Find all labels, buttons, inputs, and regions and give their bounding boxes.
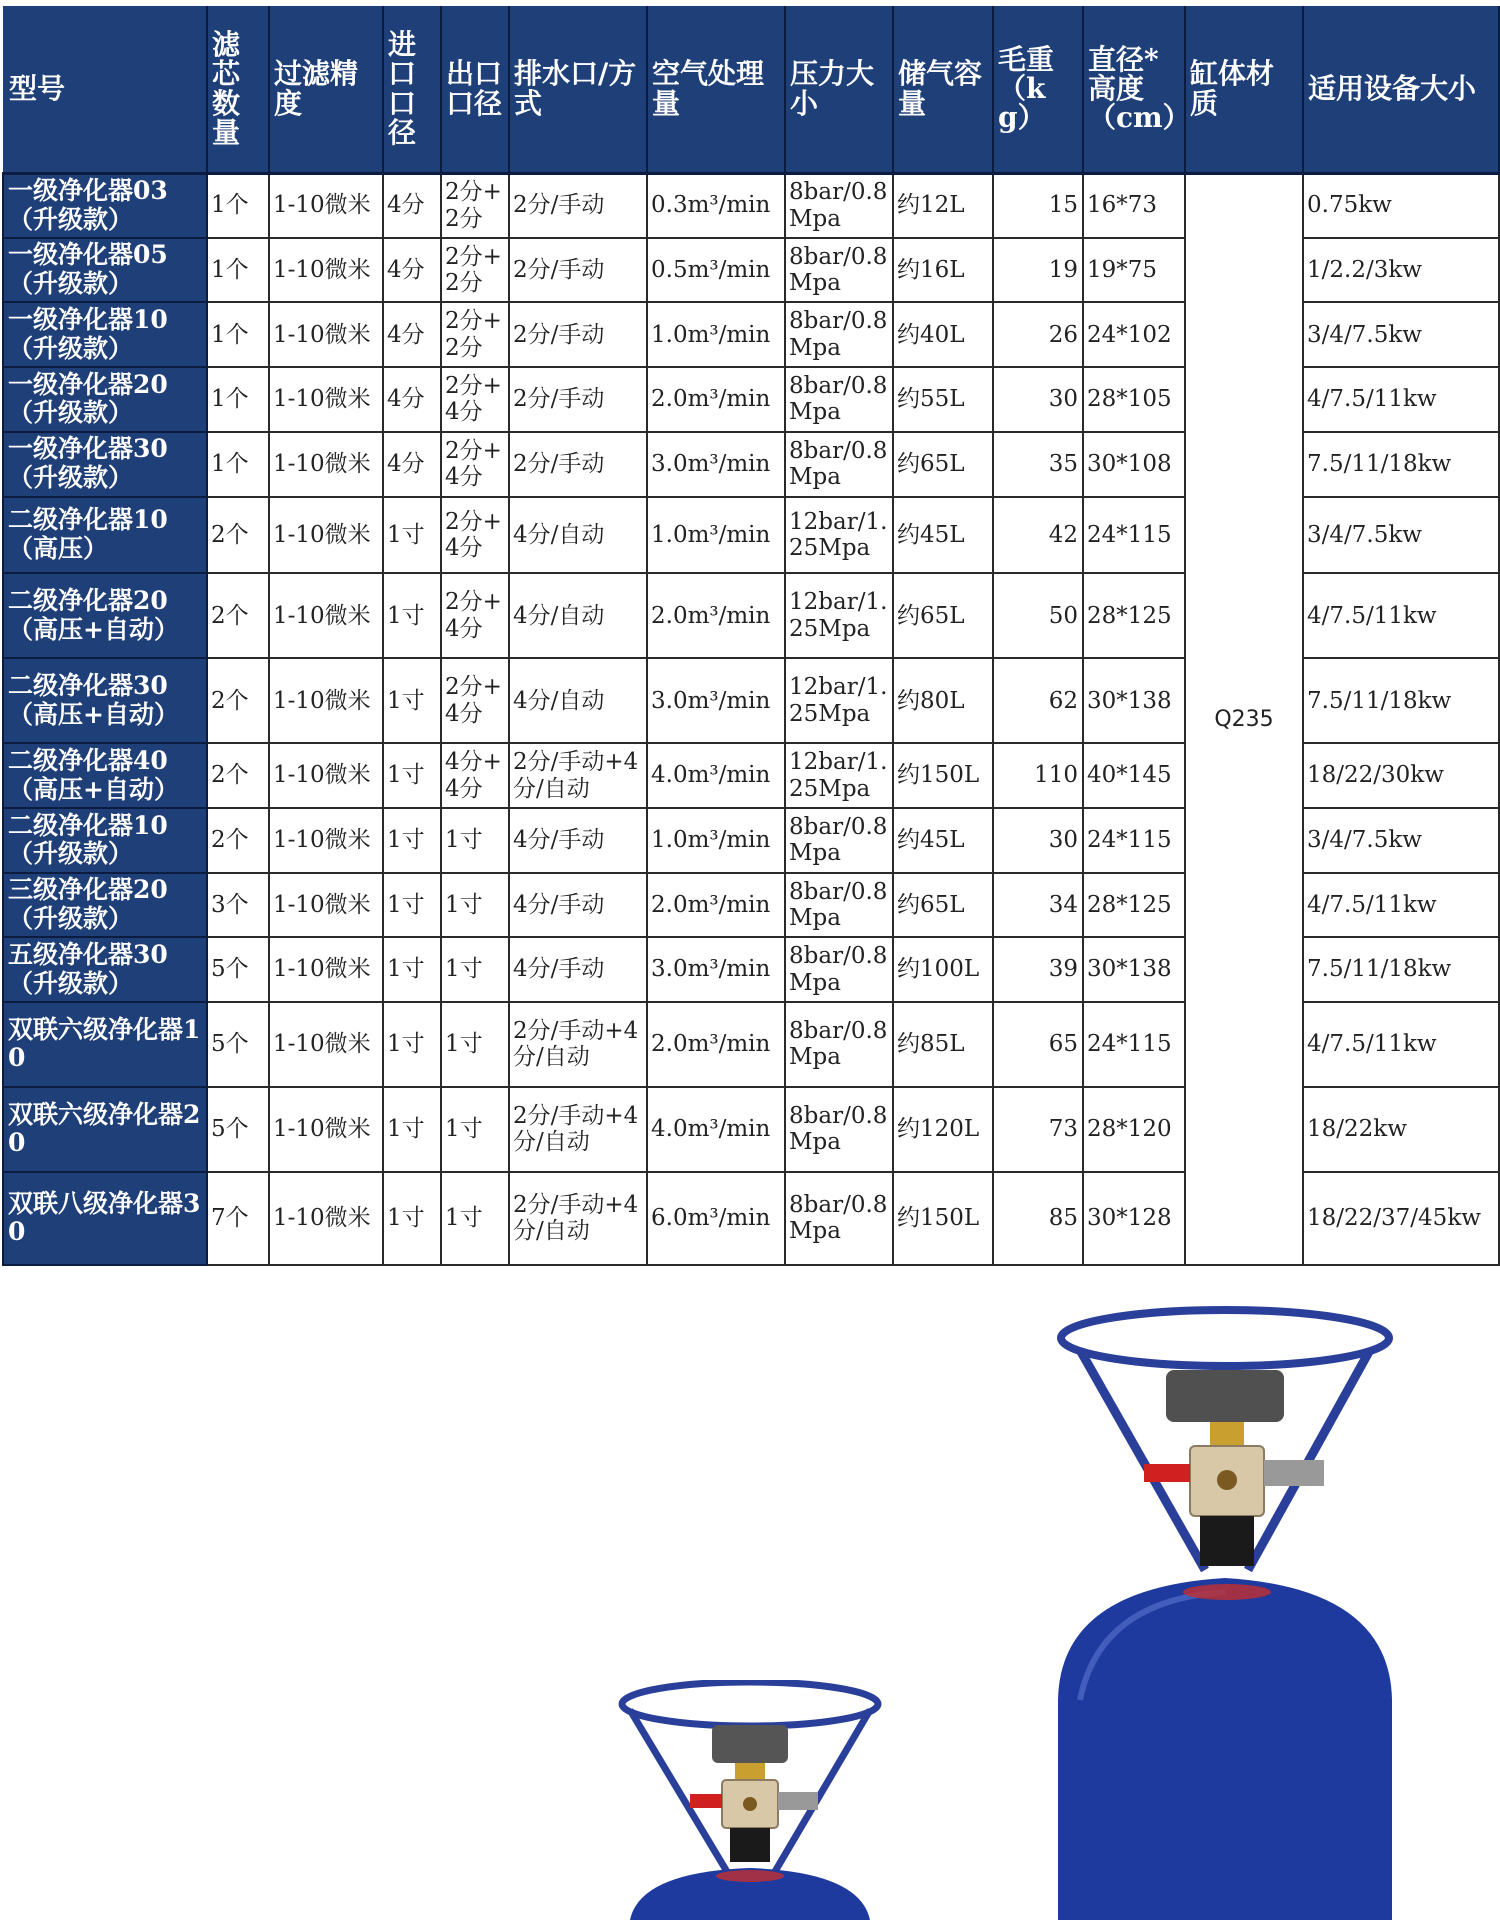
cell-pressure: 8bar/0.8Mpa: [785, 937, 893, 1002]
header-inlet: 进口口径: [383, 6, 441, 173]
valve-port: [1217, 1470, 1237, 1490]
cell-capacity: 约45L: [893, 497, 993, 574]
cell-model: 双联六级净化器20: [3, 1087, 207, 1172]
cell-size: 28*105: [1083, 367, 1185, 432]
cell-filters: 5个: [207, 1002, 269, 1087]
cell-equipment: 18/22/30kw: [1303, 743, 1499, 808]
cell-size: 24*115: [1083, 497, 1185, 574]
cell-equipment: 7.5/11/18kw: [1303, 937, 1499, 1002]
cell-flow: 6.0m³/min: [647, 1172, 785, 1265]
cell-precision: 1-10微米: [269, 743, 383, 808]
cell-capacity: 约65L: [893, 873, 993, 938]
cell-drain: 2分/手动+4分/自动: [509, 743, 647, 808]
cell-flow: 4.0m³/min: [647, 743, 785, 808]
cell-flow: 0.5m³/min: [647, 238, 785, 303]
cell-equipment: 3/4/7.5kw: [1303, 302, 1499, 367]
cell-pressure: 8bar/0.8Mpa: [785, 1172, 893, 1265]
cell-pressure: 12bar/1.25Mpa: [785, 743, 893, 808]
cell-pressure: 8bar/0.8Mpa: [785, 432, 893, 497]
cell-outlet: 2分+4分: [441, 432, 509, 497]
cell-size: 40*145: [1083, 743, 1185, 808]
cell-outlet: 2分+2分: [441, 238, 509, 303]
cell-outlet: 2分+2分: [441, 173, 509, 238]
header-precision: 过滤精度: [269, 6, 383, 173]
cell-inlet: 4分: [383, 238, 441, 303]
cell-weight: 65: [993, 1002, 1083, 1087]
cell-model: 二级净化器10（升级款）: [3, 808, 207, 873]
cell-capacity: 约100L: [893, 937, 993, 1002]
header-row: [3, 6, 1499, 173]
handle-ring: [622, 1682, 878, 1726]
cell-drain: 2分/手动: [509, 302, 647, 367]
cell-size: 30*108: [1083, 432, 1185, 497]
cell-equipment: 4/7.5/11kw: [1303, 573, 1499, 658]
cell-precision: 1-10微米: [269, 573, 383, 658]
cell-size: 30*138: [1083, 937, 1185, 1002]
cell-capacity: 约85L: [893, 1002, 993, 1087]
cell-drain: 2分/手动: [509, 367, 647, 432]
cell-size: 24*102: [1083, 302, 1185, 367]
cell-model: 双联八级净化器30: [3, 1172, 207, 1265]
cell-model: 一级净化器20（升级款）: [3, 367, 207, 432]
table-body: [3, 173, 1499, 1265]
cell-filters: 2个: [207, 573, 269, 658]
cell-outlet: 1寸: [441, 937, 509, 1002]
cell-drain: 4分/手动: [509, 937, 647, 1002]
cell-precision: 1-10微米: [269, 937, 383, 1002]
cell-outlet: 1寸: [441, 808, 509, 873]
header-equipment: 适用设备大小: [1303, 6, 1499, 173]
cell-model: 一级净化器03（升级款）: [3, 173, 207, 238]
cell-pressure: 8bar/0.8Mpa: [785, 808, 893, 873]
header-outlet: 出口口径: [441, 6, 509, 173]
cell-filters: 7个: [207, 1172, 269, 1265]
header-model: 型号: [3, 6, 207, 173]
cell-size: 24*115: [1083, 808, 1185, 873]
cell-weight: 19: [993, 238, 1083, 303]
cell-drain: 2分/手动: [509, 432, 647, 497]
cell-pressure: 8bar/0.8Mpa: [785, 367, 893, 432]
cell-filters: 1个: [207, 173, 269, 238]
cell-filters: 2个: [207, 497, 269, 574]
cell-capacity: 约45L: [893, 808, 993, 873]
header-drain: 排水口/方式: [509, 6, 647, 173]
cell-flow: 2.0m³/min: [647, 573, 785, 658]
handle-ring: [1061, 1310, 1389, 1366]
cell-precision: 1-10微米: [269, 873, 383, 938]
safety-valve: [690, 1794, 722, 1808]
cell-capacity: 约40L: [893, 302, 993, 367]
cell-weight: 85: [993, 1172, 1083, 1265]
cell-filters: 1个: [207, 238, 269, 303]
cell-filters: 1个: [207, 367, 269, 432]
header-size: 直径*高度（cm）: [1083, 6, 1185, 173]
header-capacity: 储气容量: [893, 6, 993, 173]
outlet-nozzle: [1264, 1460, 1324, 1486]
neck: [730, 1828, 770, 1862]
cell-capacity: 约120L: [893, 1087, 993, 1172]
large-purifier-photo: [1040, 1300, 1410, 1920]
neck: [1200, 1516, 1254, 1566]
cell-capacity: 约150L: [893, 1172, 993, 1265]
header-pressure: 压力大小: [785, 6, 893, 173]
cell-capacity: 约65L: [893, 432, 993, 497]
cell-material: Q235: [1185, 173, 1303, 1265]
header-flow: 空气处理量: [647, 6, 785, 173]
cell-weight: 42: [993, 497, 1083, 574]
cell-equipment: 0.75kw: [1303, 173, 1499, 238]
cell-inlet: 1寸: [383, 1087, 441, 1172]
cell-pressure: 8bar/0.8Mpa: [785, 173, 893, 238]
cell-capacity: 约55L: [893, 367, 993, 432]
cell-inlet: 1寸: [383, 873, 441, 938]
cell-size: 24*115: [1083, 1002, 1185, 1087]
cell-filters: 2个: [207, 808, 269, 873]
cell-precision: 1-10微米: [269, 1087, 383, 1172]
cell-outlet: 2分+4分: [441, 658, 509, 743]
cell-drain: 4分/手动: [509, 808, 647, 873]
cell-flow: 2.0m³/min: [647, 367, 785, 432]
label-sticker: [716, 1870, 784, 1882]
cell-outlet: 1寸: [441, 873, 509, 938]
cell-inlet: 4分: [383, 302, 441, 367]
cell-flow: 4.0m³/min: [647, 1087, 785, 1172]
cell-size: 16*73: [1083, 173, 1185, 238]
cell-inlet: 1寸: [383, 808, 441, 873]
tank-body: [1058, 1578, 1392, 1920]
cell-model: 二级净化器10（高压）: [3, 497, 207, 574]
brass-fitting: [735, 1763, 765, 1781]
cell-equipment: 4/7.5/11kw: [1303, 873, 1499, 938]
cell-filters: 5个: [207, 937, 269, 1002]
pressure-gauge: [1166, 1370, 1284, 1422]
cell-weight: 30: [993, 367, 1083, 432]
cell-drain: 2分/手动+4分/自动: [509, 1087, 647, 1172]
cell-equipment: 18/22/37/45kw: [1303, 1172, 1499, 1265]
table-row: [3, 173, 1499, 238]
cell-equipment: 4/7.5/11kw: [1303, 367, 1499, 432]
cell-drain: 2分/手动+4分/自动: [509, 1172, 647, 1265]
cell-outlet: 2分+4分: [441, 573, 509, 658]
cell-size: 30*128: [1083, 1172, 1185, 1265]
cell-weight: 35: [993, 432, 1083, 497]
cell-outlet: 1寸: [441, 1002, 509, 1087]
cell-inlet: 1寸: [383, 573, 441, 658]
valve-port: [743, 1797, 757, 1811]
cell-flow: 3.0m³/min: [647, 937, 785, 1002]
cell-capacity: 约12L: [893, 173, 993, 238]
cell-filters: 2个: [207, 658, 269, 743]
cell-filters: 2个: [207, 743, 269, 808]
cell-weight: 50: [993, 573, 1083, 658]
cell-model: 五级净化器30（升级款）: [3, 937, 207, 1002]
cell-filters: 5个: [207, 1087, 269, 1172]
cell-precision: 1-10微米: [269, 658, 383, 743]
cell-weight: 26: [993, 302, 1083, 367]
cell-flow: 3.0m³/min: [647, 658, 785, 743]
cell-weight: 73: [993, 1087, 1083, 1172]
cell-inlet: 1寸: [383, 658, 441, 743]
cell-flow: 0.3m³/min: [647, 173, 785, 238]
cell-outlet: 2分+4分: [441, 367, 509, 432]
cell-pressure: 12bar/1.25Mpa: [785, 573, 893, 658]
cell-capacity: 约150L: [893, 743, 993, 808]
cell-pressure: 8bar/0.8Mpa: [785, 302, 893, 367]
cell-equipment: 7.5/11/18kw: [1303, 658, 1499, 743]
cell-pressure: 12bar/1.25Mpa: [785, 658, 893, 743]
cell-flow: 2.0m³/min: [647, 1002, 785, 1087]
cell-flow: 1.0m³/min: [647, 497, 785, 574]
cell-outlet: 4分+4分: [441, 743, 509, 808]
cell-capacity: 约80L: [893, 658, 993, 743]
cell-size: 28*125: [1083, 873, 1185, 938]
cell-inlet: 4分: [383, 367, 441, 432]
cell-size: 28*120: [1083, 1087, 1185, 1172]
cell-pressure: 12bar/1.25Mpa: [785, 497, 893, 574]
brass-fitting: [1210, 1422, 1244, 1446]
cell-equipment: 3/4/7.5kw: [1303, 497, 1499, 574]
cell-precision: 1-10微米: [269, 173, 383, 238]
cell-pressure: 8bar/0.8Mpa: [785, 873, 893, 938]
cell-model: 二级净化器20（高压+自动）: [3, 573, 207, 658]
small-purifier-photo: [600, 1680, 900, 1920]
cell-model: 三级净化器20（升级款）: [3, 873, 207, 938]
cell-equipment: 4/7.5/11kw: [1303, 1002, 1499, 1087]
cell-outlet: 2分+2分: [441, 302, 509, 367]
cell-inlet: 1寸: [383, 743, 441, 808]
cell-filters: 3个: [207, 873, 269, 938]
outlet-nozzle: [778, 1792, 818, 1810]
cell-precision: 1-10微米: [269, 432, 383, 497]
cell-precision: 1-10微米: [269, 1172, 383, 1265]
cell-drain: 2分/手动+4分/自动: [509, 1002, 647, 1087]
cell-flow: 1.0m³/min: [647, 302, 785, 367]
cell-outlet: 1寸: [441, 1172, 509, 1265]
cell-weight: 30: [993, 808, 1083, 873]
header-material: 缸体材质: [1185, 6, 1303, 173]
cell-capacity: 约65L: [893, 573, 993, 658]
cell-size: 28*125: [1083, 573, 1185, 658]
cell-model: 二级净化器40（高压+自动）: [3, 743, 207, 808]
cell-size: 30*138: [1083, 658, 1185, 743]
safety-valve: [1144, 1464, 1190, 1482]
cell-drain: 2分/手动: [509, 238, 647, 303]
cell-inlet: 4分: [383, 432, 441, 497]
cell-equipment: 7.5/11/18kw: [1303, 432, 1499, 497]
cell-flow: 3.0m³/min: [647, 432, 785, 497]
cell-precision: 1-10微米: [269, 497, 383, 574]
header-weight: 毛重（kg）: [993, 6, 1083, 173]
header-filters: 滤芯数量: [207, 6, 269, 173]
cell-equipment: 18/22kw: [1303, 1087, 1499, 1172]
cell-inlet: 1寸: [383, 937, 441, 1002]
cell-outlet: 1寸: [441, 1087, 509, 1172]
cell-precision: 1-10微米: [269, 1002, 383, 1087]
cell-model: 双联六级净化器10: [3, 1002, 207, 1087]
cell-pressure: 8bar/0.8Mpa: [785, 238, 893, 303]
cell-precision: 1-10微米: [269, 302, 383, 367]
cell-model: 一级净化器30（升级款）: [3, 432, 207, 497]
cell-weight: 39: [993, 937, 1083, 1002]
cell-size: 19*75: [1083, 238, 1185, 303]
cell-weight: 34: [993, 873, 1083, 938]
cell-inlet: 1寸: [383, 1002, 441, 1087]
cell-drain: 4分/手动: [509, 873, 647, 938]
cell-weight: 15: [993, 173, 1083, 238]
cell-precision: 1-10微米: [269, 367, 383, 432]
cell-filters: 1个: [207, 302, 269, 367]
cell-weight: 62: [993, 658, 1083, 743]
cell-model: 一级净化器10（升级款）: [3, 302, 207, 367]
pressure-gauge: [712, 1725, 788, 1763]
cell-model: 二级净化器30（高压+自动）: [3, 658, 207, 743]
cell-precision: 1-10微米: [269, 808, 383, 873]
spec-table: [2, 6, 1500, 1266]
cell-inlet: 4分: [383, 173, 441, 238]
cell-precision: 1-10微米: [269, 238, 383, 303]
cell-capacity: 约16L: [893, 238, 993, 303]
cell-equipment: 3/4/7.5kw: [1303, 808, 1499, 873]
cell-pressure: 8bar/0.8Mpa: [785, 1002, 893, 1087]
cell-inlet: 1寸: [383, 497, 441, 574]
cell-model: 一级净化器05（升级款）: [3, 238, 207, 303]
cell-flow: 2.0m³/min: [647, 873, 785, 938]
cell-inlet: 1寸: [383, 1172, 441, 1265]
cell-drain: 4分/自动: [509, 573, 647, 658]
cell-drain: 4分/自动: [509, 658, 647, 743]
cell-flow: 1.0m³/min: [647, 808, 785, 873]
cell-filters: 1个: [207, 432, 269, 497]
cell-pressure: 8bar/0.8Mpa: [785, 1087, 893, 1172]
cell-weight: 110: [993, 743, 1083, 808]
cell-drain: 4分/自动: [509, 497, 647, 574]
label-sticker: [1183, 1584, 1271, 1600]
cell-outlet: 2分+4分: [441, 497, 509, 574]
cell-equipment: 1/2.2/3kw: [1303, 238, 1499, 303]
cell-drain: 2分/手动: [509, 173, 647, 238]
